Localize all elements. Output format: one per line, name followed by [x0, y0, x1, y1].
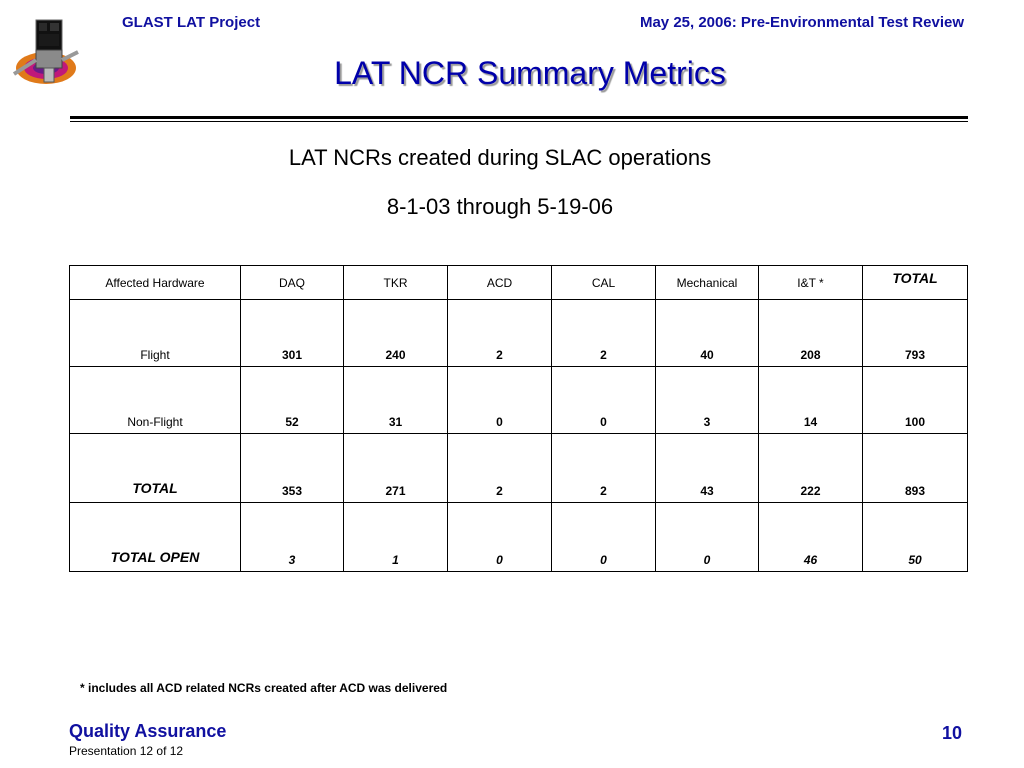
table-cell: 2: [448, 300, 552, 367]
table-cell: 31: [344, 367, 448, 434]
table-header-row: [70, 266, 968, 300]
footer-presentation: Presentation 12 of 12: [69, 744, 184, 758]
table-cell: 353: [241, 434, 344, 503]
table-cell: 0: [448, 503, 552, 572]
row-label: TOTAL: [70, 434, 241, 503]
table-cell: 3: [241, 503, 344, 572]
table-cell: 50: [863, 503, 968, 572]
row-label: TOTAL OPEN: [70, 503, 241, 572]
footer-section: Quality Assurance: [69, 721, 227, 741]
column-header: DAQ: [241, 266, 344, 300]
table-cell: 793: [863, 300, 968, 367]
event-header: May 25, 2006: Pre-Environmental Test Review: [639, 14, 964, 31]
column-header-total: TOTAL: [863, 266, 968, 300]
title-divider-thin: [70, 121, 968, 122]
row-label: Flight: [70, 300, 241, 367]
table-cell: 222: [759, 434, 863, 503]
row-label: Non-Flight: [70, 367, 241, 434]
project-header: GLAST LAT Project: [122, 14, 261, 31]
table-cell: 46: [759, 503, 863, 572]
subtitle-line-1: LAT NCRs created during SLAC operations: [288, 145, 712, 170]
table-cell: 0: [552, 503, 656, 572]
table-cell: 2: [552, 300, 656, 367]
table-row: [70, 503, 968, 572]
table-row: [70, 300, 968, 367]
column-header: I&T *: [759, 266, 863, 300]
column-header: Mechanical: [656, 266, 759, 300]
table-cell: 893: [863, 434, 968, 503]
column-header: ACD: [448, 266, 552, 300]
column-header: Affected Hardware: [70, 266, 241, 300]
page-number: 10: [941, 723, 962, 743]
title-divider: [70, 116, 968, 119]
page-title: LAT NCR Summary Metrics: [334, 55, 726, 91]
table-cell: 2: [448, 434, 552, 503]
table-cell: 14: [759, 367, 863, 434]
footnote: * includes all ACD related NCRs created after ACD was delivered: [80, 681, 448, 695]
table-cell: 0: [656, 503, 759, 572]
table-cell: 240: [344, 300, 448, 367]
table-row: [70, 367, 968, 434]
table-cell: 301: [241, 300, 344, 367]
table-cell: 0: [552, 367, 656, 434]
table-cell: 2: [552, 434, 656, 503]
table-cell: 208: [759, 300, 863, 367]
table-row: [70, 434, 968, 503]
table-cell: 1: [344, 503, 448, 572]
table-cell: 43: [656, 434, 759, 503]
table-cell: 52: [241, 367, 344, 434]
table-cell: 40: [656, 300, 759, 367]
table-cell: 271: [344, 434, 448, 503]
ncr-metrics-table: [69, 265, 968, 572]
table-cell: 3: [656, 367, 759, 434]
table-cell: 100: [863, 367, 968, 434]
column-header: TKR: [344, 266, 448, 300]
subtitle-line-2: 8-1-03 through 5-19-06: [386, 194, 614, 219]
table-cell: 0: [448, 367, 552, 434]
column-header: CAL: [552, 266, 656, 300]
